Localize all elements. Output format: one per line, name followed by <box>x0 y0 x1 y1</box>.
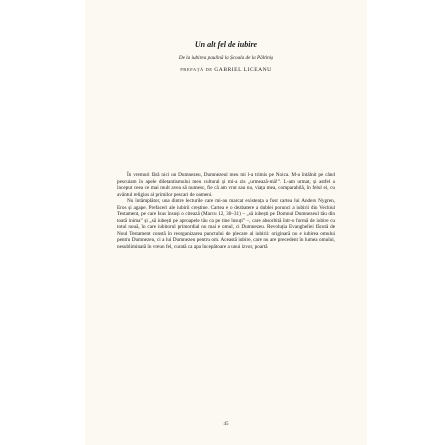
preface-prefix: PREFAȚĂ DE <box>180 67 215 72</box>
body-text <box>117 172 335 250</box>
chapter-title: Un alt fel de iubire <box>194 40 258 49</box>
page-number: 45 <box>223 422 229 427</box>
preface-author: GABRIEL LICEANU <box>214 67 272 73</box>
preface-credit <box>85 67 367 73</box>
book-page <box>85 0 367 445</box>
chapter-subtitle: De la iubirea paulină la Școala de la Păltiniș <box>178 55 274 61</box>
paragraph: Nu întâmplător, una dintre lecturile care mi-au marcat existența a fost cartea lui Anders Nygren, Eros și agape. Prefaceri ale iubirii creștine. Cartea e o dezbatere a dublei porunci a iubirii din Vechiul Testament, pe care Isus însuși o citează (Marcu 12, 30–31) – „să iubești pe Domnul Dumnezeul tău din toată inima” și „să iubești pe aproapele tău ca pe tine însuți” –, care absorbită într-o formă de iubire cu totul nouă, în care iubitorul primordial nu mai e omul, ci Dumnezeu. Revoluția Evangheliei făcută de Noul Testament constă în reorganizarea punctului de plecare al iubirii: originară nu e iubirea omului pentru Dumnezeu, ci a lui Dumnezeu pentru om. Această iubire, care nu are precedent în lumea omului, nesubliminată în vreun fel, curată ca apa începătoare a unui izvor, poartă <box>117 198 335 250</box>
paragraph: În vremuri fără nici un Dumnezeu, Dumnezeul meu mi l-a trimis pe Noica. M-a întâlnit pe când pescuiam în apele diletantismului meu cultural și mi-a zis „urmează-mă!”. L-am urmat, și astfel a început ceea ce mai mult avea să numesc, fie că am vrut sau nu, viața mea, comparabilă, în felul ei, cu avântul religios al primilor pescari de oameni. <box>117 172 335 198</box>
